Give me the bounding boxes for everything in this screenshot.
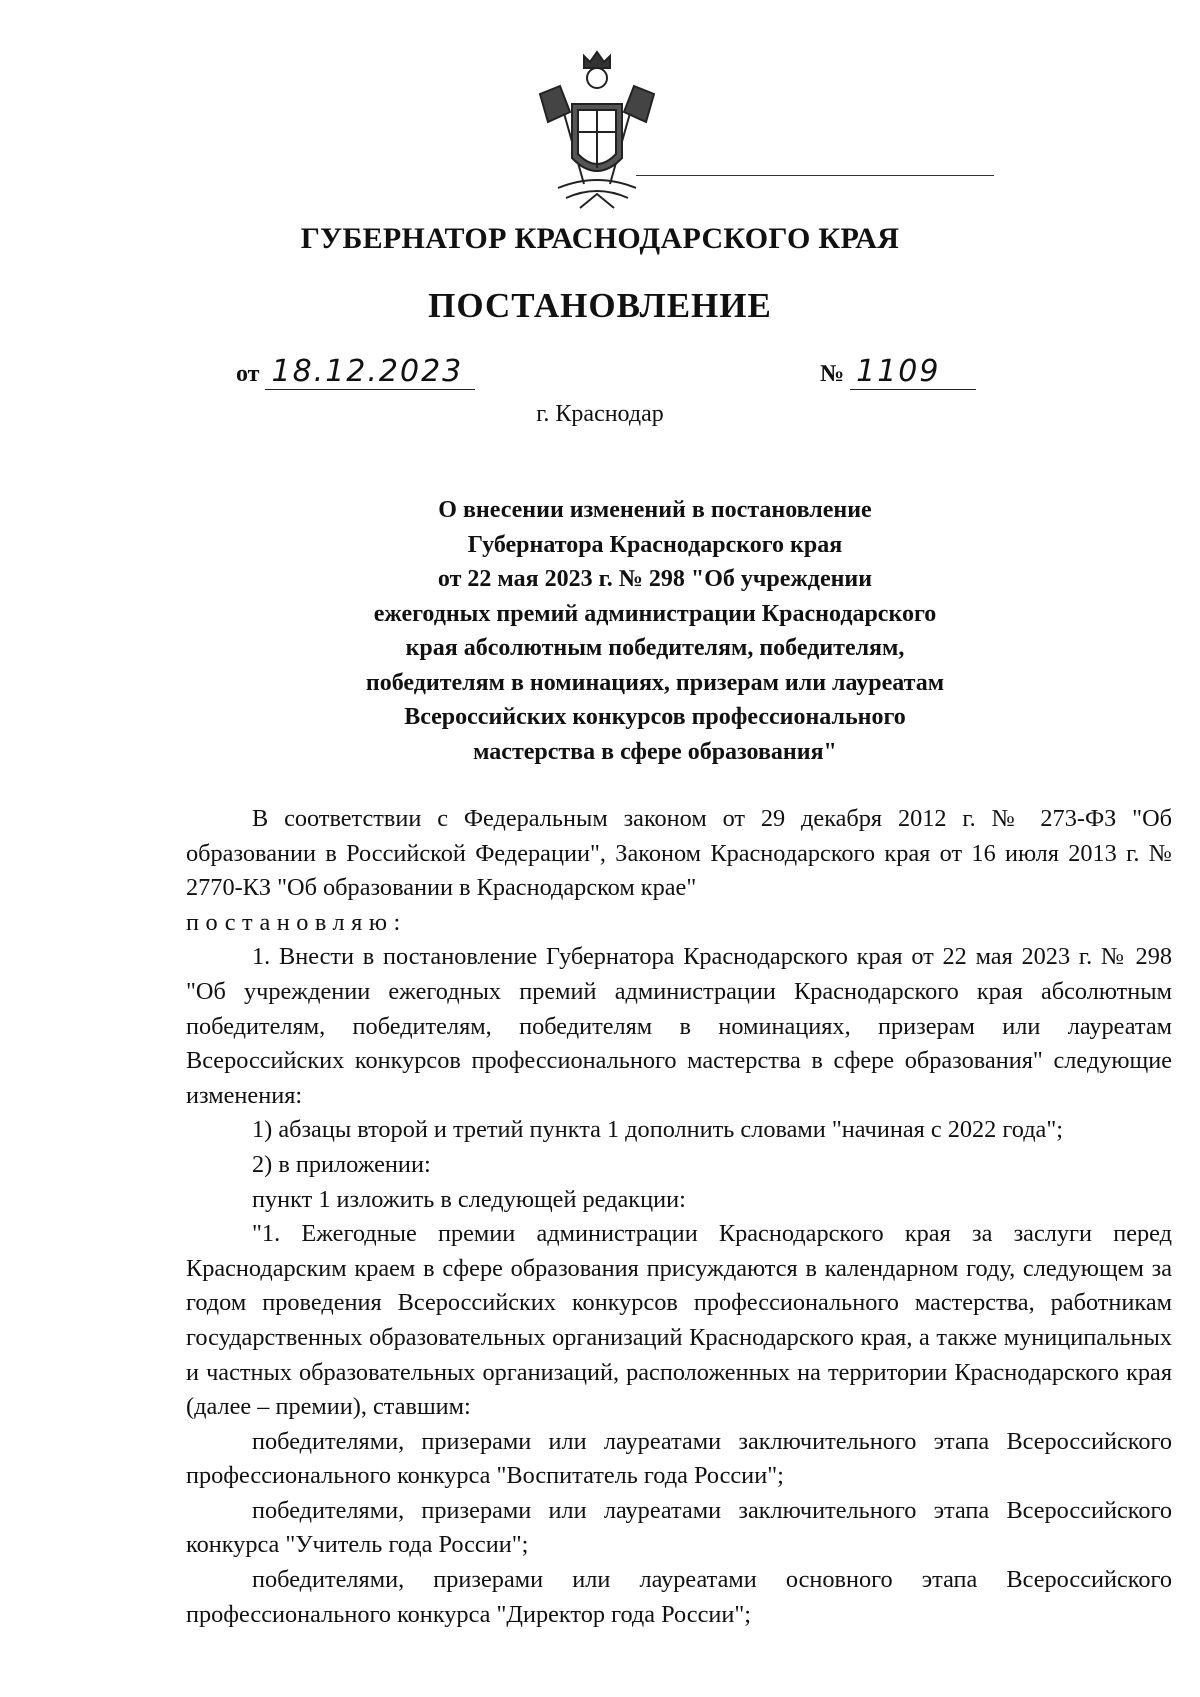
document-subject [290, 493, 1020, 769]
handwritten-number: 1109 [850, 354, 976, 390]
document-type: ПОСТАНОВЛЕНИЕ [428, 286, 772, 325]
body-paragraph: 2) в приложении: [252, 1150, 431, 1178]
handwritten-date: 18.12.2023 [265, 354, 475, 390]
subject-line: победителям в номинациях, призерам или лауреатам [365, 669, 945, 696]
subject-line: края абсолютным победителям, победителям, [405, 635, 905, 661]
subject-line: Всероссийских конкурсов профессионального [404, 704, 906, 730]
body-paragraph: пункт 1 изложить в следующей редакции: [252, 1185, 686, 1213]
body-paragraph: победителями, призерами или лауреатами основного этапа Всероссийского профессионального конкурса "Директор года России"; [186, 1566, 1172, 1628]
date-line [236, 354, 475, 390]
subject-line: ежегодных премий администрации Краснодарского [373, 600, 937, 627]
document-body [186, 802, 1172, 1632]
body-paragraph: 1. Внести в постановление Губернатора Краснодарского края от 22 мая 2023 г. № 298 "Об учреждении ежегодных премий администрации Краснодарского края абсолютным победителям, победителям, победителям в номинациях, призерам или лауреатам Всероссийских конкурсов профессионального мастерства в сфере образования" следующие изменения: [186, 943, 1172, 1109]
coat-of-arms-icon [532, 48, 662, 216]
body-paragraph: победителями, призерами или лауреатами заключительного этапа Всероссийского конкурса "Учитель года России"; [186, 1496, 1172, 1559]
subject-line: Губернатора Краснодарского края [467, 531, 843, 558]
number-prefix: № [820, 361, 845, 387]
number-line [820, 354, 976, 390]
header-rule [636, 175, 994, 176]
issuing-authority: ГУБЕРНАТОР КРАСНОДАРСКОГО КРАЯ [300, 222, 900, 255]
body-paragraph: победителями, призерами или лауреатами заключительного этапа Всероссийского профессионального конкурса "Воспитатель года России"; [186, 1427, 1172, 1490]
body-paragraph: "1. Ежегодные премии администрации Краснодарского края за заслуги перед Краснодарским краем в сфере образования присуждаются в календарном году, следующем за годом проведения Всероссийских конкурсов профессионального мастерства, работникам государственных образовательных организаций Краснодарского края, а также муниципальных и частных образовательных организаций, расположенных на территории Краснодарского края (далее – премии), ставшим: [186, 1220, 1172, 1421]
subject-line: мастерства в сфере образования" [473, 738, 837, 765]
preamble-paragraph: В соответствии с Федеральным законом от 29 декабря 2012 г. № 273-ФЗ "Об образовании в Российской Федерации", Законом Краснодарского края от 16 июля 2013 г. № 2770-КЗ "Об образовании в Краснодарском крае" [186, 805, 1172, 902]
body-paragraph: 1) абзацы второй и третий пункта 1 дополнить словами "начиная с 2022 года"; [252, 1116, 1064, 1144]
date-prefix: от [236, 361, 260, 387]
subject-line: от 22 мая 2023 г. № 298 "Об учреждении [437, 566, 873, 592]
subject-line: О внесении изменений в постановление [438, 497, 872, 523]
resolve-word: постановляю: [186, 908, 407, 936]
city: г. Краснодар [536, 401, 664, 427]
